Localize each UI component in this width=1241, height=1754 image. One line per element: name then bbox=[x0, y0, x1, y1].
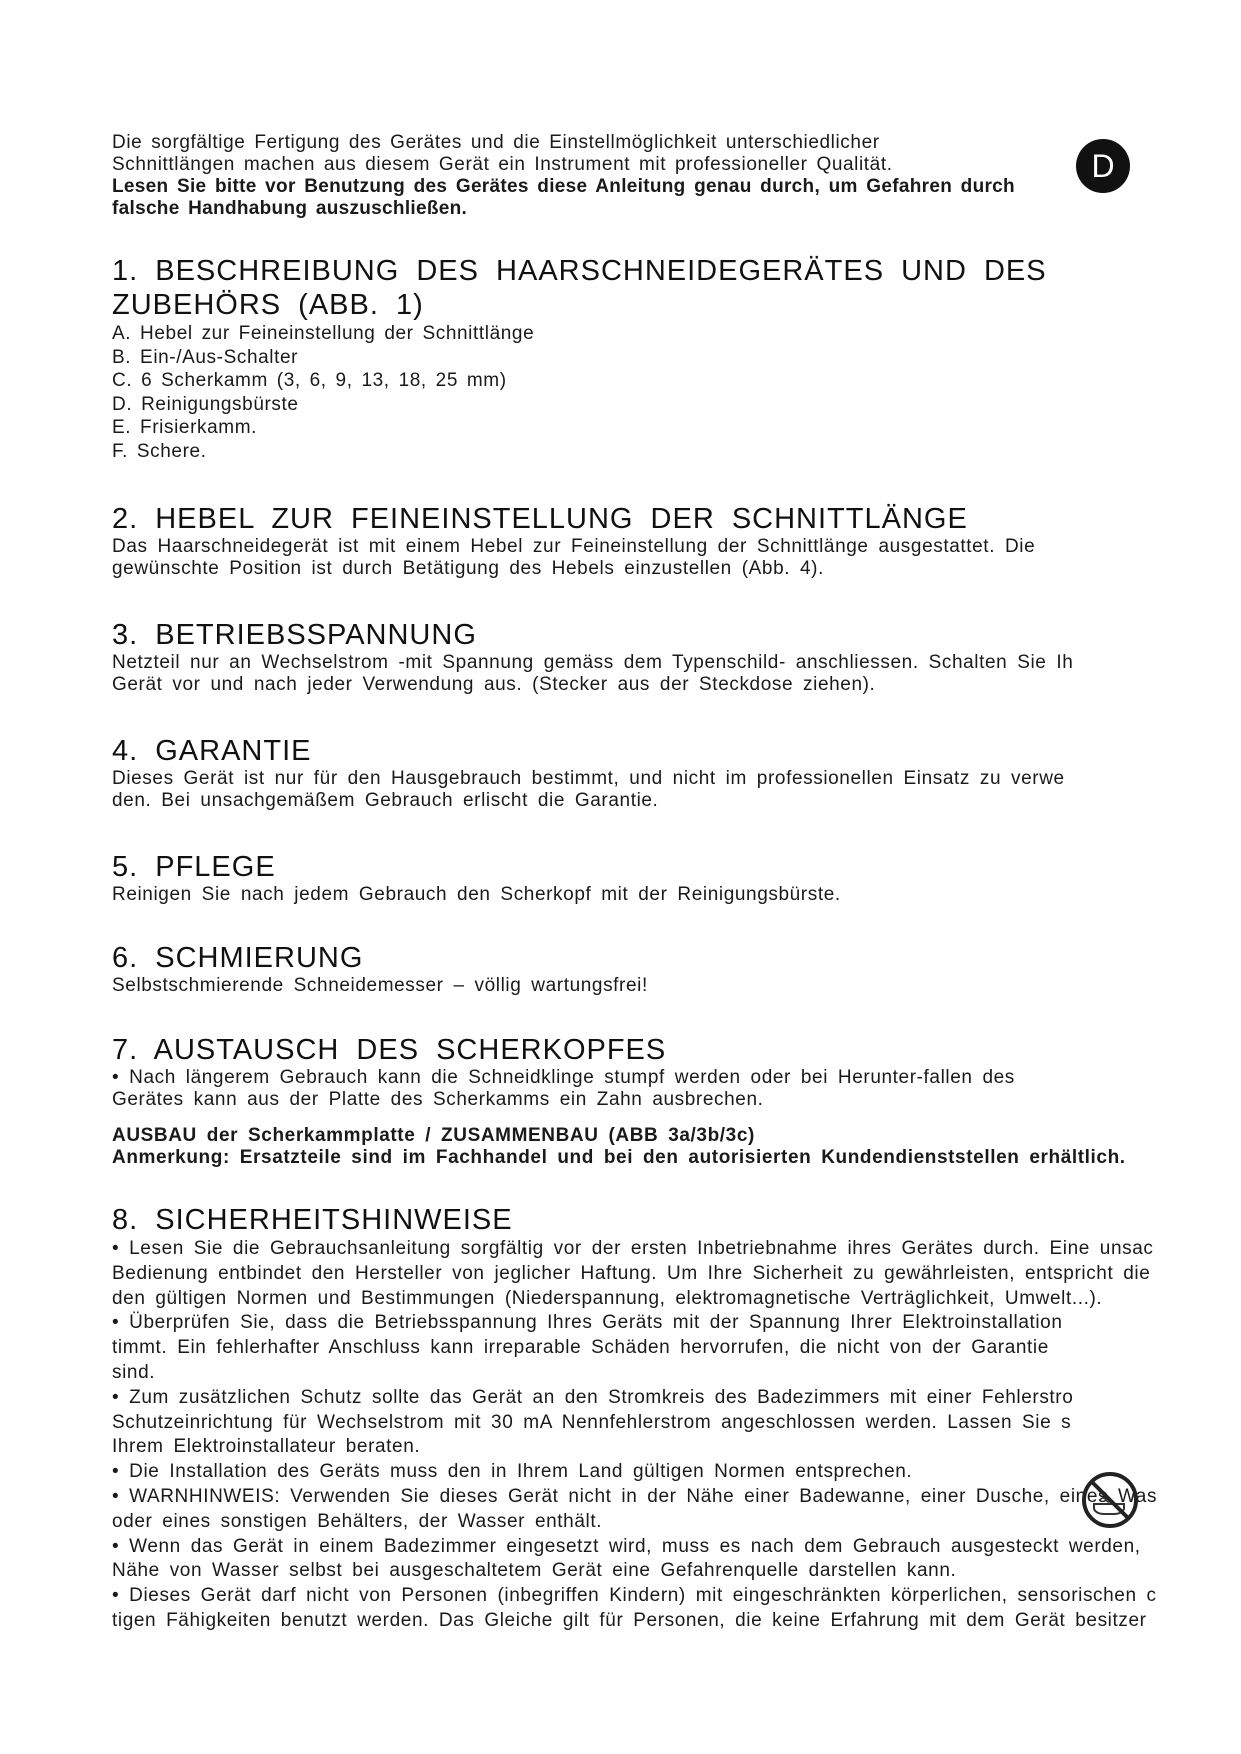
safety-line: sind. bbox=[112, 1361, 156, 1383]
section-4-title: 4. GARANTIE bbox=[112, 735, 312, 767]
section-7-line-1: • Nach längerem Gebrauch kann die Schneidklinge stumpf werden oder bei Herunter-fallen des bbox=[112, 1067, 1015, 1088]
section-description bbox=[112, 254, 1241, 463]
section-lubrication bbox=[112, 941, 1241, 997]
section-1-title-line-1: 1. BESCHREIBUNG DES HAARSCHNEIDEGERÄTES UND DES bbox=[112, 255, 1047, 287]
section-warranty bbox=[112, 734, 1241, 812]
intro-line-1: Die sorgfältige Fertigung des Gerätes und die Einstellmöglichkeit unterschiedlicher bbox=[112, 132, 880, 153]
no-water-bath-icon bbox=[1080, 1470, 1140, 1530]
intro-bold-line-2: falsche Handhabung auszuschließen. bbox=[112, 198, 468, 219]
safety-line: • Die Installation des Geräts muss den in Ihrem Land gültigen Normen entsprechen. bbox=[112, 1461, 913, 1483]
list-item: A. Hebel zur Feineinstellung der Schnittlänge bbox=[112, 323, 535, 344]
section-voltage bbox=[112, 618, 1241, 696]
section-2-title: 2. HEBEL ZUR FEINEINSTELLUNG DER SCHNITTLÄNGE bbox=[112, 503, 968, 535]
section-2-line-2: gewünschte Position ist durch Betätigung des Hebels einzustellen (Abb. 4). bbox=[112, 558, 824, 579]
safety-line: Nähe von Wasser selbst bei ausgeschaltetem Gerät eine Gefahrenquelle darstellen kann. bbox=[112, 1560, 957, 1582]
safety-text bbox=[112, 1237, 1241, 1634]
section-replacement bbox=[112, 1033, 1241, 1169]
section-3-title: 3. BETRIEBSSPANNUNG bbox=[112, 619, 477, 651]
section-5-title: 5. PFLEGE bbox=[112, 851, 276, 883]
section-6-title: 6. SCHMIERUNG bbox=[112, 942, 364, 974]
section-7-line-2: Gerätes kann aus der Platte des Scherkamms ein Zahn ausbrechen. bbox=[112, 1089, 764, 1110]
list-item: C. 6 Scherkamm (3, 6, 9, 13, 18, 25 mm) bbox=[112, 370, 507, 391]
intro-text bbox=[112, 132, 1052, 220]
list-item: F. Schere. bbox=[112, 440, 207, 462]
safety-line: timmt. Ein fehlerhafter Anschluss kann irreparable Schäden hervorrufen, die nicht von der Garantie bbox=[112, 1337, 1049, 1359]
section-7-title: 7. AUSTAUSCH DES SCHERKOPFES bbox=[112, 1034, 667, 1066]
section-3-line-1: Netzteil nur an Wechselstrom -mit Spannung gemäss dem Typenschild- anschliessen. Schalten Sie Ih bbox=[112, 652, 1074, 673]
list-item: B. Ein-/Aus-Schalter bbox=[112, 346, 299, 368]
section-4-line-1: Dieses Gerät ist nur für den Hausgebrauch bestimmt, und nicht im professionellen Einsatz zu verwe bbox=[112, 768, 1065, 789]
safety-line: Bedienung entbindet den Hersteller von jeglicher Haftung. Um Ihre Sicherheit zu gewährleisten, entspricht die bbox=[112, 1262, 1151, 1284]
section-4-line-2: den. Bei unsachgemäßem Gebrauch erlischt die Garantie. bbox=[112, 790, 659, 811]
safety-line: oder eines sonstigen Behälters, der Wasser enthält. bbox=[112, 1510, 603, 1532]
section-7-bold-1: AUSBAU der Scherkammplatte / ZUSAMMENBAU (ABB 3a/3b/3c) bbox=[112, 1125, 755, 1146]
section-3-line-2: Gerät vor und nach jeder Verwendung aus. (Stecker aus der Steckdose ziehen). bbox=[112, 674, 876, 695]
section-care bbox=[112, 850, 1241, 906]
safety-line: tigen Fähigkeiten benutzt werden. Das Gleiche gilt für Personen, die keine Erfahrung mit dem Gerät besitzer bbox=[112, 1609, 1147, 1631]
section-safety bbox=[112, 1203, 1241, 1634]
accessory-list bbox=[112, 322, 1241, 463]
section-7-bold-2: Anmerkung: Ersatzteile sind im Fachhandel und bei den autorisierten Kundendienststellen erhältlich. bbox=[112, 1147, 1126, 1168]
list-item: D. Reinigungsbürste bbox=[112, 393, 299, 415]
section-6-line-1: Selbstschmierende Schneidemesser – völlig wartungsfrei! bbox=[112, 975, 648, 996]
section-5-line-1: Reinigen Sie nach jedem Gebrauch den Scherkopf mit der Reinigungsbürste. bbox=[112, 884, 841, 905]
safety-line: den gültigen Normen und Bestimmungen (Niederspannung, elektromagnetische Verträglichkeit, Umwelt...). bbox=[112, 1287, 1103, 1309]
safety-line: • Wenn das Gerät in einem Badezimmer eingesetzt wird, muss es nach dem Gebrauch ausgesteckt werden, bbox=[112, 1535, 1141, 1557]
language-badge: D bbox=[1076, 139, 1130, 193]
safety-line: Ihrem Elektroinstallateur beraten. bbox=[112, 1436, 421, 1458]
section-2-line-1: Das Haarschneidegerät ist mit einem Hebel zur Feineinstellung der Schnittlänge ausgestattet. Die bbox=[112, 536, 1036, 557]
list-item: E. Frisierkamm. bbox=[112, 417, 258, 438]
safety-line: • WARNHINWEIS: Verwenden Sie dieses Gerät nicht in der Nähe einer Badewanne, einer Dusche, eines Was bbox=[112, 1485, 1158, 1507]
safety-line: • Überprüfen Sie, dass die Betriebsspannung Ihres Geräts mit der Spannung Ihrer Elektroinstallation bbox=[112, 1312, 1063, 1334]
safety-line: • Lesen Sie die Gebrauchsanleitung sorgfältig vor der ersten Inbetriebnahme ihres Gerätes durch. Eine unsac bbox=[112, 1238, 1154, 1259]
safety-line: Schutzeinrichtung für Wechselstrom mit 30 mA Nennfehlerstrom angeschlossen werden. Lassen Sie s bbox=[112, 1411, 1072, 1433]
safety-line: • Dieses Gerät darf nicht von Personen (inbegriffen Kindern) mit eingeschränkten körperlichen, sensorischen c bbox=[112, 1585, 1157, 1607]
intro-bold-line-1: Lesen Sie bitte vor Benutzung des Gerätes diese Anleitung genau durch, um Gefahren durch bbox=[112, 176, 1015, 197]
intro-line-2: Schnittlängen machen aus diesem Gerät ein Instrument mit professioneller Qualität. bbox=[112, 154, 893, 175]
safety-line: • Zum zusätzlichen Schutz sollte das Gerät an den Stromkreis des Badezimmers mit einer Fehlerstro bbox=[112, 1386, 1074, 1408]
section-1-title-line-2: ZUBEHÖRS (ABB. 1) bbox=[112, 289, 424, 321]
section-lever bbox=[112, 502, 1241, 580]
section-8-title: 8. SICHERHEITSHINWEISE bbox=[112, 1204, 513, 1236]
